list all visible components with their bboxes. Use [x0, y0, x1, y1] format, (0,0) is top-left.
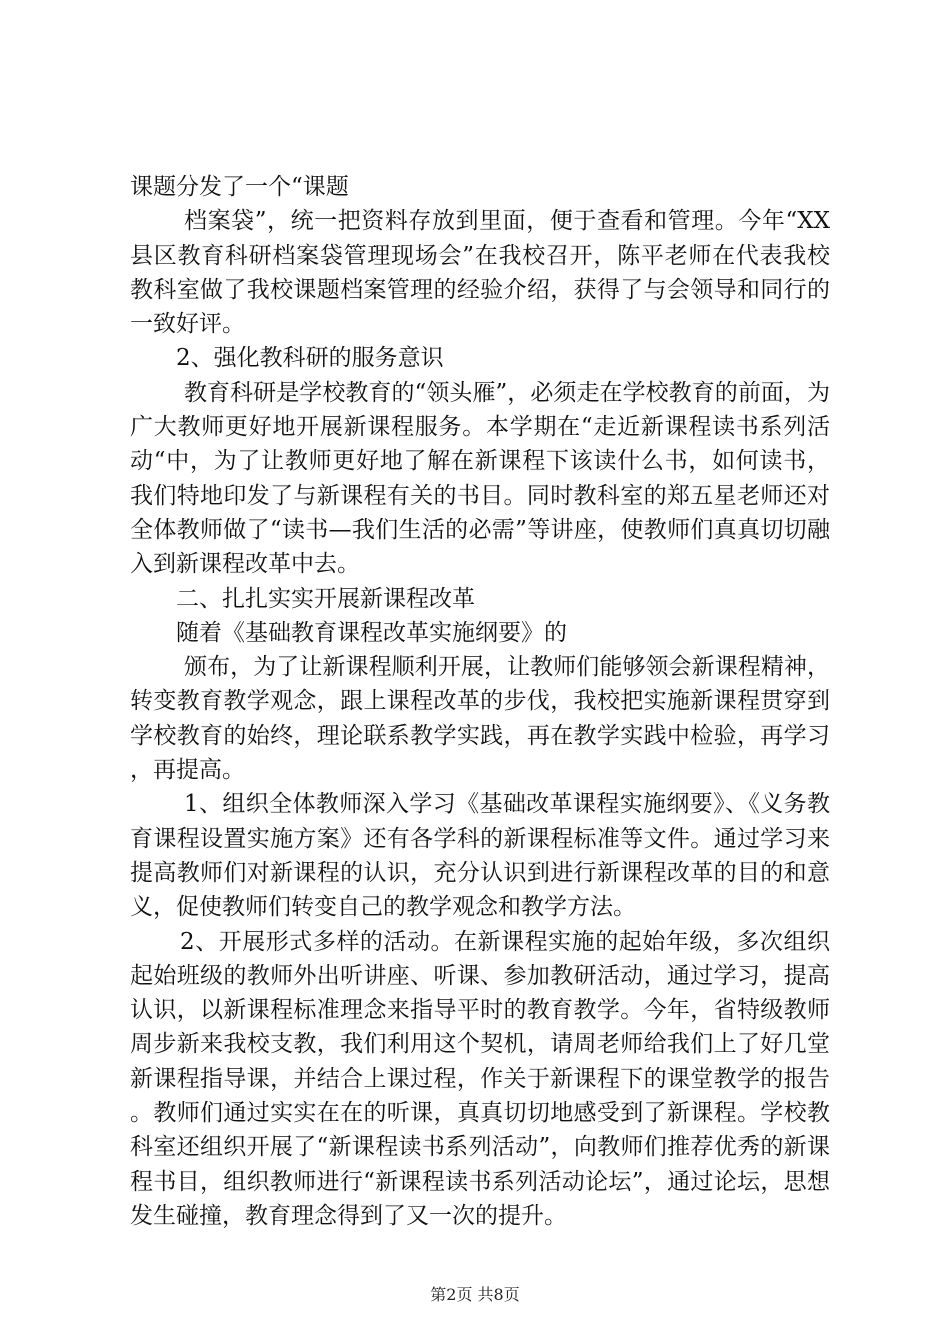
paragraph-9: 2、开展形式多样的活动。在新课程实施的起始年级，多次组织起始班级的教师外出听讲座、听课、参加教研活动，通过学习，提高认识，以新课程标准理念来指导平时的教育教学。今年，省特级教师周步新来我校支教，我们利用这个契机，请周老师给我们上了好几堂新课程指导课，并结合上课过程，作关于新课程下的课堂教学的报告。教师们通过实实在在的听课，真真切切地感受到了新课程。学校教科室还组织开展了“新课程读书系列活动”，向教师们推荐优秀的新课程书目，组织教师进行“新课程读书系列活动论坛”，通过论坛，思想发生碰撞，教育理念得到了又一次的提升。 [130, 928, 830, 1229]
document-body [130, 170, 830, 1233]
page-number-footer: 第2页 共8页 [430, 1285, 520, 1304]
paragraph-2: 档案袋”，统一把资料存放到里面，便于查看和管理。今年“XX县区教育科研档案袋管理现场会”在我校召开，陈平老师在代表我校教科室做了我校课题档案管理的经验介绍，获得了与会领导和同行的一致好评。 [130, 208, 830, 338]
paragraph-6: 随着《基础教育课程改革实施纲要》的 [176, 619, 567, 646]
paragraph-7: 颁布，为了让新课程顺利开展，让教师们能够领会新课程精神，转变教育教学观念，跟上课程改革的步伐，我校把实施新课程贯穿到学校教育的始终，理论联系教学实践，再在教学实践中检验，再学习，再提高。 [130, 654, 830, 784]
paragraph-1: 课题分发了一个“课题 [130, 174, 349, 200]
section-heading-reform: 二、扎扎实实开展新课程改革 [176, 585, 475, 612]
paragraph-8: 1、组织全体教师深入学习《基础改革课程实施纲要》、《义务教育课程设置实施方案》还有各学科的新课程标准等文件。通过学习来提高教师们对新课程的认识，充分认识到进行新课程改革的目的和意义，促使教师们转变自己的教学观念和教学方法。 [130, 791, 830, 921]
paragraph-4: 教育科研是学校教育的“领头雁”，必须走在学校教育的前面，为广大教师更好地开展新课程服务。本学期在“走近新课程读书系列活动“中，为了让教师更好地了解在新课程下该读什么书，如何读书，我们特地印发了与新课程有关的书目。同时教科室的郑五星老师还对全体教师做了“读书—我们生活的必需”等讲座，使教师们真真切切融入到新课程改革中去。 [130, 379, 830, 578]
section-heading-service: 2、强化教科研的服务意识 [176, 345, 444, 372]
